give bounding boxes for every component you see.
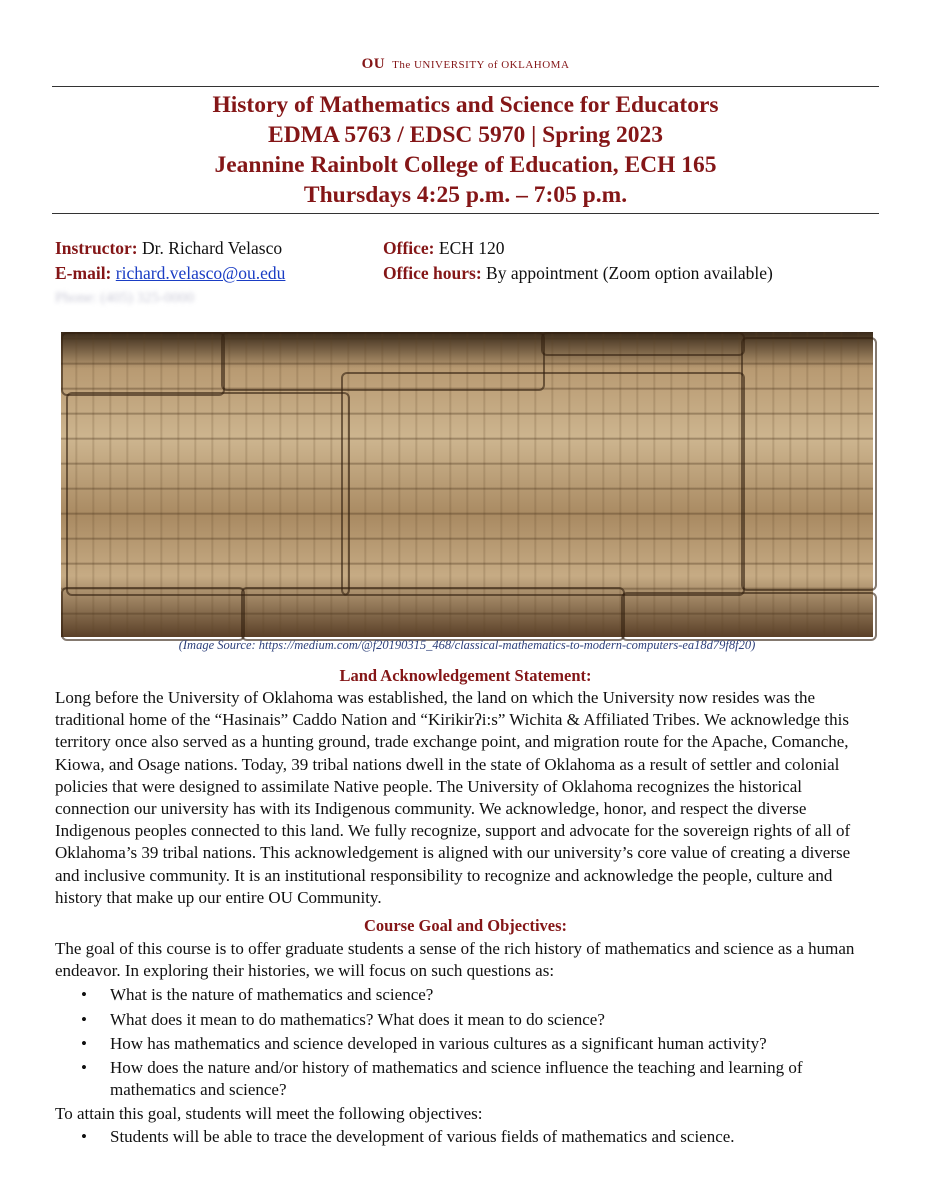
objectives-intro: To attain this goal, students will meet the following objectives: — [55, 1104, 483, 1124]
course-title-block — [52, 90, 879, 210]
list-item: • What does it mean to do mathematics? What does it mean to do science? — [55, 1009, 877, 1031]
email-row — [55, 261, 285, 286]
course-goal-heading: Course Goal and Objectives: — [363, 916, 568, 935]
course-title: History of Mathematics and Science for Educators — [212, 92, 719, 118]
hieroglyph-stone-image — [61, 332, 873, 637]
list-item: • How has mathematics and science developed in various cultures as a significant human activity? — [55, 1033, 877, 1055]
list-item: • How does the nature and/or history of mathematics and science influence the teaching and learning of mathematics and science? — [55, 1057, 877, 1101]
office-value: ECH 120 — [438, 238, 505, 258]
ou-logo-mark: OU — [361, 56, 386, 72]
office-hours-row — [383, 261, 773, 286]
email-label: E-mail: — [55, 263, 112, 283]
course-time: Thursdays 4:25 p.m. – 7:05 p.m. — [303, 182, 628, 208]
top-rule — [52, 86, 879, 87]
list-item: • Students will be able to trace the development of various fields of mathematics and science. — [55, 1126, 877, 1148]
instructor-row — [55, 236, 285, 261]
course-codes: EDMA 5763 / EDSC 5970 | Spring 2023 — [268, 122, 663, 148]
phone-row-redacted: Phone: (405) 325-0000 — [55, 290, 195, 306]
office-row — [383, 236, 773, 261]
land-acknowledgement-text: Long before the University of Oklahoma was established, the land on which the University now resides was the traditional home of the “Hasinais” Caddo Nation and “Kirikirʔi:s” Wichita & Affiliated Tribes. We acknowledge this territory once also served as a hunting ground, trade exchange point, and migration route for the Apache, Comanche, Kiowa, and Osage nations. Today, 39 tribal nations dwell in the state of Oklahoma as a result of settler and colonial policies that were designed to assimilate Native people. The University of Oklahoma recognizes the historical connection our university has with its Indigenous community. We acknowledge, honor, and respect the diverse Indigenous peoples connected to this land. We fully recognize, support and advocate for the sovereign rights of all of Oklahoma’s 39 tribal nations. This acknowledgement is aligned with our university’s core value of creating a diverse and inclusive community. It is an institutional responsibility to recognize and acknowledge the people, culture and history that make up our entire OU Community. — [55, 688, 851, 907]
course-location: Jeannine Rainbolt College of Education, ECH 165 — [214, 152, 717, 178]
course-goal-section — [55, 938, 877, 1150]
course-goal-intro: The goal of this course is to offer graduate students a sense of the rich history of mathematics and science as a human endeavor. In exploring their histories, we will focus on such questions as: — [55, 939, 855, 981]
bottom-rule — [52, 213, 879, 214]
list-item: • What is the nature of mathematics and science? — [55, 984, 877, 1006]
university-name: The UNIVERSITY of OKLAHOMA — [392, 59, 570, 71]
university-logo — [0, 56, 931, 73]
office-hours-label: Office hours: — [383, 263, 482, 283]
instructor-label: Instructor: — [55, 238, 138, 258]
land-acknowledgement-heading: Land Acknowledgement Statement: — [339, 666, 592, 685]
course-questions-list — [55, 984, 877, 1101]
instructor-name: Dr. Richard Velasco — [142, 238, 283, 258]
office-hours-value: By appointment (Zoom option available) — [486, 263, 773, 283]
objectives-list — [55, 1126, 877, 1148]
office-label: Office: — [383, 238, 435, 258]
email-link[interactable]: richard.velasco@ou.edu — [115, 263, 286, 283]
image-caption: (Image Source: https://medium.com/@f20190315_468/classical-mathematics-to-modern-computers-ea18d79f8f20) — [178, 638, 756, 652]
